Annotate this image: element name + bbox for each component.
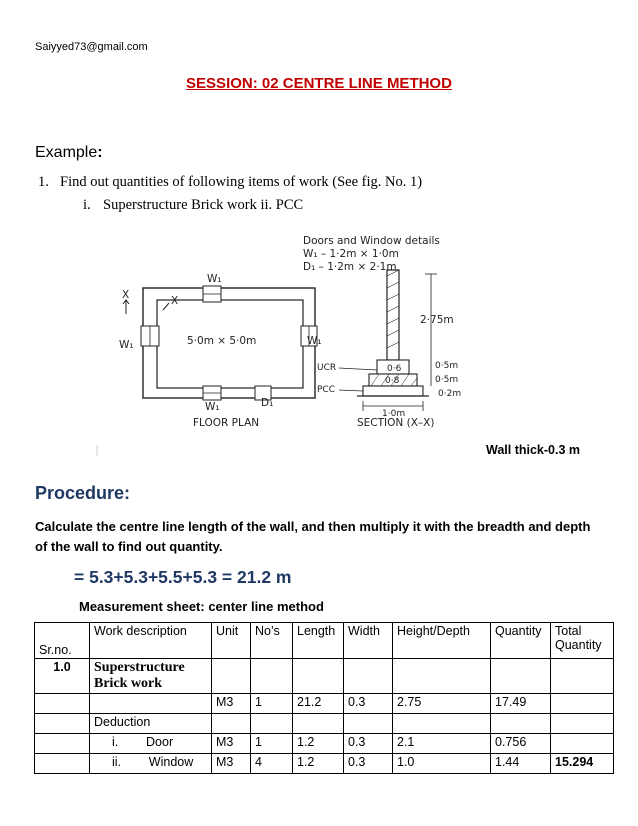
w1-label-bottom: W₁ — [205, 401, 220, 413]
cell-srno: 1.0 — [35, 659, 90, 694]
d1-detail: D₁ – 1·2m × 2·1m — [303, 261, 397, 273]
section-arrow-right — [163, 303, 169, 310]
room-size: 5·0m × 5·0m — [187, 335, 257, 347]
cell-quantity — [491, 714, 551, 734]
section-label: SECTION (X–X) — [357, 417, 435, 429]
w1-label-right: W₁ — [307, 335, 322, 347]
cell-total — [551, 734, 614, 754]
cell-width: 0.3 — [344, 734, 393, 754]
table-row — [35, 734, 614, 754]
floor-plan-section-figure — [95, 230, 485, 460]
author-email: Saiyyed73@gmail.com — [35, 41, 148, 53]
cell-length — [293, 659, 344, 694]
cell-quantity: 1.44 — [491, 754, 551, 774]
ucr-label: UCR — [317, 363, 337, 373]
cell-length — [293, 714, 344, 734]
dim-275-label: 2·75m — [420, 314, 454, 326]
cell-unit: M3 — [212, 694, 251, 714]
cell-description: Superstructure Brick work — [90, 659, 212, 694]
cell-unit — [212, 714, 251, 734]
cell-description: Deduction — [90, 714, 212, 734]
cell-unit: M3 — [212, 734, 251, 754]
cell-unit: M3 — [212, 754, 251, 774]
cell-height: 1.0 — [393, 754, 491, 774]
table-row — [35, 754, 614, 774]
cell-srno — [35, 734, 90, 754]
w10-label: 1·0m — [382, 409, 406, 419]
pcc-leader — [339, 390, 363, 391]
cell-height — [393, 659, 491, 694]
cell-description: ii. Window — [90, 754, 212, 774]
dim-05b-label: 0·5m — [435, 375, 459, 385]
cell-length: 21.2 — [293, 694, 344, 714]
table-header-row — [35, 623, 614, 659]
page-title — [0, 75, 638, 92]
example-label: Example — [35, 144, 98, 161]
cell-srno — [35, 714, 90, 734]
header-total-quantity: Total Quantity — [551, 623, 614, 659]
x-label-left: X — [122, 289, 130, 301]
header-work-description: Work description — [90, 623, 212, 659]
w1-detail: W₁ – 1·2m × 1·0m — [303, 248, 399, 260]
topic-label: CENTRE LINE METHOD — [282, 75, 452, 92]
pcc-label: PCC — [317, 385, 335, 395]
cell-length: 1.2 — [293, 734, 344, 754]
header-srno: Sr.no. — [35, 623, 90, 659]
cell-length: 1.2 — [293, 754, 344, 774]
example-colon: : — [97, 144, 103, 161]
cell-nos — [251, 714, 293, 734]
wall-thickness-note: Wall thick-0.3 m — [486, 443, 581, 457]
table-row — [35, 694, 614, 714]
procedure-heading: Procedure: — [35, 483, 131, 503]
cell-srno — [35, 754, 90, 774]
header-width: Width — [344, 623, 393, 659]
centre-line-formula: = 5.3+5.3+5.5+5.3 = 21.2 m — [74, 567, 292, 587]
header-nos: No’s — [251, 623, 293, 659]
cell-quantity — [491, 659, 551, 694]
cell-total: 15.294 — [551, 754, 614, 774]
w1-label-top: W₁ — [207, 273, 222, 285]
session-label: SESSION: 02 — [186, 75, 279, 92]
cell-total — [551, 694, 614, 714]
floor-plan-label: FLOOR PLAN — [193, 417, 260, 429]
procedure-text: Calculate the centre line length of the wall, and then multiply it with the breadth and depth of the wall to find out quantity. — [35, 519, 591, 554]
doors-title: Doors and Window details — [303, 235, 440, 247]
item-text: Superstructure Brick work ii. PCC — [103, 197, 304, 213]
cell-quantity: 0.756 — [491, 734, 551, 754]
header-quantity: Quantity — [491, 623, 551, 659]
cell-width: 0.3 — [344, 754, 393, 774]
dim-02-label: 0·2m — [438, 389, 462, 399]
question-number: 1. — [38, 174, 49, 190]
cell-srno — [35, 694, 90, 714]
cell-width — [344, 659, 393, 694]
cell-nos: 4 — [251, 754, 293, 774]
dim-05a-label: 0·5m — [435, 361, 459, 371]
example-heading — [35, 144, 103, 162]
cell-description: i. Door — [90, 734, 212, 754]
cell-description — [90, 694, 212, 714]
pcc-layer — [363, 386, 423, 396]
w1-label-left: W₁ — [119, 339, 134, 351]
item-number: i. — [83, 197, 91, 213]
measurement-table — [34, 622, 614, 774]
cell-quantity: 17.49 — [491, 694, 551, 714]
section-wall — [387, 270, 399, 360]
w06-label: 0·6 — [387, 364, 402, 374]
cell-height: 2.75 — [393, 694, 491, 714]
header-length: Length — [293, 623, 344, 659]
cell-height — [393, 714, 491, 734]
x-label-right: X — [171, 295, 179, 307]
header-height-depth: Height/Depth — [393, 623, 491, 659]
question-text: Find out quantities of following items of work (See fig. No. 1) — [60, 174, 423, 190]
cell-total — [551, 714, 614, 734]
cell-nos — [251, 659, 293, 694]
measurement-sheet-title: Measurement sheet: center line method — [79, 599, 324, 614]
header-unit: Unit — [212, 623, 251, 659]
cell-unit — [212, 659, 251, 694]
question-1 — [38, 174, 422, 191]
cell-width: 0.3 — [344, 694, 393, 714]
d1-label-bottom: D₁ — [261, 397, 274, 409]
cell-nos: 1 — [251, 734, 293, 754]
cell-height: 2.1 — [393, 734, 491, 754]
table-row — [35, 714, 614, 734]
question-1-items — [83, 197, 303, 214]
ucr-leader — [339, 368, 377, 370]
cell-total — [551, 659, 614, 694]
cell-nos: 1 — [251, 694, 293, 714]
w08-label: 0·8 — [385, 376, 400, 386]
table-row — [35, 659, 614, 694]
cell-width — [344, 714, 393, 734]
